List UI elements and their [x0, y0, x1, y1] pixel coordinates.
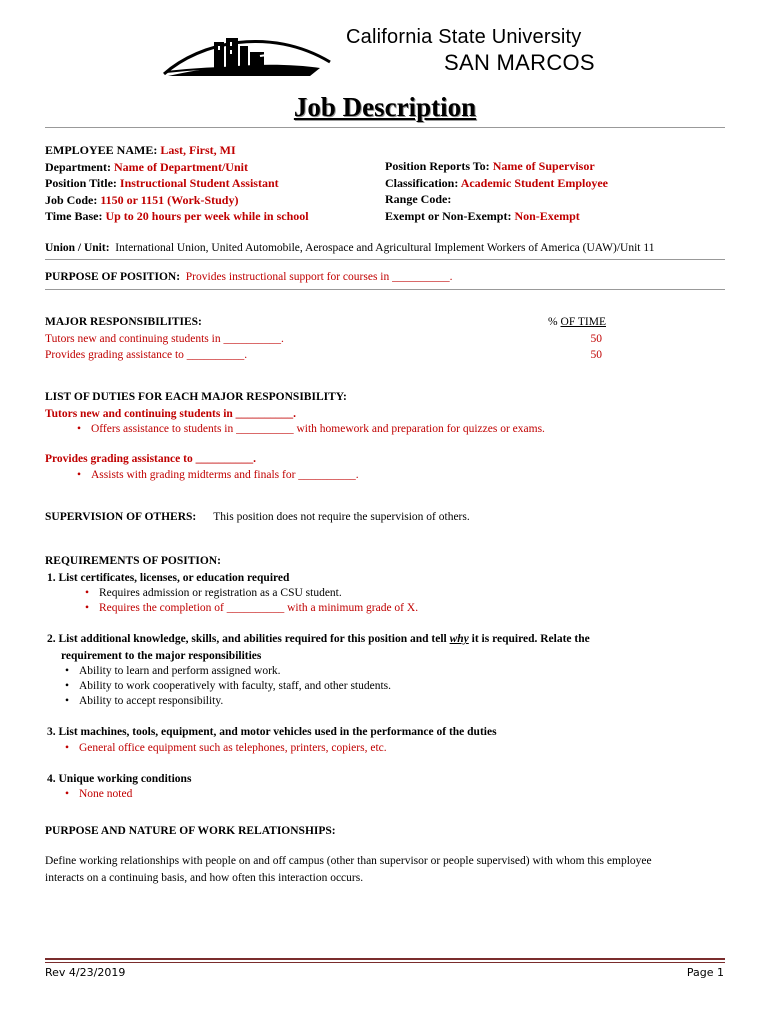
requirement-4-title: 4. Unique working conditions	[47, 772, 192, 785]
supervision-of-others: SUPERVISION OF OTHERS: This position does not require the supervision of others.	[45, 511, 470, 523]
page-number: Page 1	[686, 966, 724, 979]
revision-date: Rev 4/23/2019	[45, 966, 126, 979]
requirements-section	[45, 553, 725, 802]
logo-university-name: California State University	[346, 26, 582, 48]
department-field: Department: Name of Department/Unit	[45, 159, 248, 174]
list-item: • Ability to accept responsibility.	[65, 694, 725, 709]
list-item: • Ability to work cooperatively with faculty, staff, and other students.	[65, 679, 725, 694]
requirement-3-title: 3. List machines, tools, equipment, and motor vehicles used in the performance of the duties	[47, 726, 497, 738]
requirement-2-title-continued: requirement to the major responsibilities	[61, 649, 262, 662]
requirement-4-list	[45, 787, 725, 802]
list-item: • General office equipment such as telephones, printers, copiers, etc.	[65, 741, 725, 756]
list-item: • Requires admission or registration as a CSU student.	[85, 586, 725, 601]
percent-prefix: %	[548, 316, 561, 328]
major-item: Provides grading assistance to __________.	[45, 349, 248, 361]
page-title: Job Description	[293, 92, 477, 122]
requirement-2-list	[45, 664, 725, 709]
list-item: • Requires the completion of __________ with a minimum grade of X.	[85, 601, 725, 616]
union-divider	[45, 259, 725, 260]
fields-right	[385, 158, 608, 224]
time-heading: OF TIME	[560, 316, 606, 328]
footer-divider-thin	[45, 962, 725, 963]
footer-divider	[45, 958, 725, 960]
union-unit: Union / Unit: International Union, United Automobile, Aerospace and Agricultural Implement Workers of America (UAW)/Unit 11	[45, 242, 655, 254]
range-code-field: Range Code:	[385, 192, 452, 206]
purpose-of-position: PURPOSE OF POSITION: Provides instructional support for courses in __________.	[45, 271, 453, 283]
logo-campus-name: SAN MARCOS	[444, 50, 595, 75]
purpose-divider	[45, 289, 725, 290]
list-item: • Offers assistance to students in __________ with homework and preparation for quizzes or exams.	[77, 422, 725, 437]
list-item: • Assists with grading midterms and finals for __________.	[77, 468, 725, 483]
requirement-1-title: 1. List certificates, licenses, or education required	[47, 571, 290, 584]
major-heading: MAJOR RESPONSIBILITIES:	[45, 316, 202, 328]
fields-left	[45, 142, 309, 225]
requirement-2-title: 2. List additional knowledge, skills, and abilities required for this position and tell why it is required. Relate the	[47, 633, 590, 645]
duties-heading: LIST OF DUTIES FOR EACH MAJOR RESPONSIBILITY:	[45, 391, 347, 403]
relationships-text: Define working relationships with people on and off campus (other than supervisor or people supervised) with whom this employee interacts on a continuing basis, and how often this interaction occurs.	[45, 855, 652, 884]
duty-group-title: Provides grading assistance to __________.	[45, 453, 256, 465]
duty-list	[45, 468, 725, 483]
duty-group-title: Tutors new and continuing students in __________.	[45, 407, 297, 420]
job-code-field: Job Code: 1150 or 1151 (Work-Study)	[45, 192, 239, 207]
list-item: • None noted	[65, 787, 725, 802]
percent-of-time	[500, 314, 606, 364]
exempt-field: Exempt or Non-Exempt: Non-Exempt	[385, 208, 580, 223]
major-item: Tutors new and continuing students in __________.	[45, 332, 284, 345]
title-divider	[45, 127, 725, 128]
reports-to-field: Position Reports To: Name of Supervisor	[385, 159, 595, 173]
list-item: • Ability to learn and perform assigned work.	[65, 664, 725, 679]
requirement-3-list	[45, 741, 725, 756]
duties-section	[45, 389, 725, 483]
duty-list	[45, 422, 725, 437]
employee-name-field: EMPLOYEE NAME: Last, First, MI	[45, 143, 236, 157]
percent-value: 50	[590, 349, 602, 361]
requirements-heading: REQUIREMENTS OF POSITION:	[45, 555, 221, 567]
classification-field: Classification: Academic Student Employee	[385, 175, 609, 190]
relationships-heading: PURPOSE AND NATURE OF WORK RELATIONSHIPS:	[45, 825, 336, 837]
percent-value: 50	[590, 332, 602, 345]
requirement-1-list	[53, 586, 725, 616]
position-title-field: Position Title: Instructional Student Assistant	[45, 176, 279, 190]
time-base-field: Time Base: Up to 20 hours per week while in school	[45, 209, 309, 223]
